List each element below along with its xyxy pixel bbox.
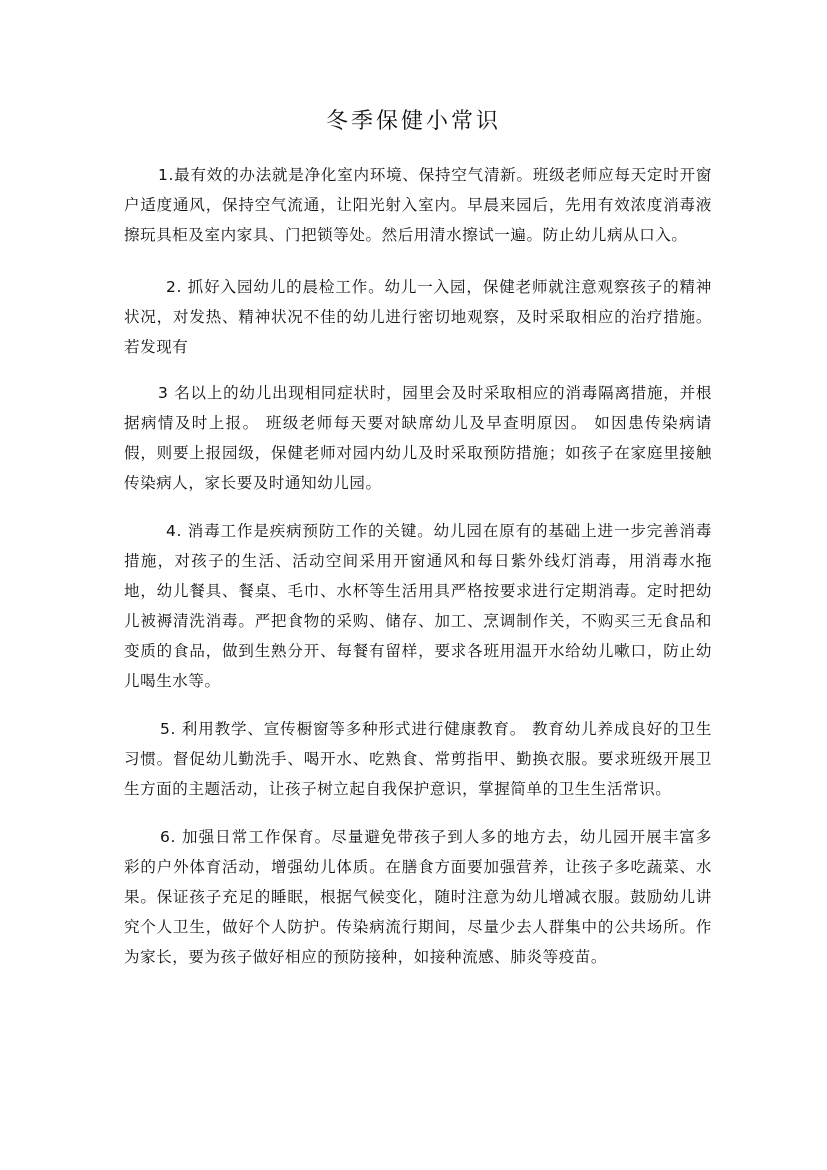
document-body (124, 160, 712, 972)
paragraph-2: 2. 抓好入园幼儿的晨检工作。幼儿一入园，保健老师就注意观察孩子的精神状况，对发热、精神状况不佳的幼儿进行密切地观察，及时采取相应的治疗措施。若发现有 (124, 278, 712, 356)
paragraph-1: 1.最有效的办法就是净化室内环境、保持空气清新。班级老师应每天定时开窗户适度通风，保持空气流通，让阳光射入室内。早晨来园后，先用有效浓度消毒液擦玩具柜及室内家具、门把锁等处。然后用清水擦试一遍。防止幼儿病从口入。 (124, 166, 712, 244)
paragraph-4: 4. 消毒工作是疾病预防工作的关键。幼儿园在原有的基础上进一步完善消毒措施，对孩子的生活、活动空间采用开窗通风和每日紫外线灯消毒，用消毒水拖地，幼儿餐具、餐桌、毛巾、水杯等生活用具严格按要求进行定期消毒。定时把幼儿被褥清洗消毒。严把食物的采购、储存、加工、烹调制作关，不购买三无食品和变质的食品，做到生熟分开、每餐有留样，要求各班用温开水给幼儿嗽口，防止幼儿喝生水等。 (124, 522, 712, 690)
paragraph-5: 5. 利用教学、宣传橱窗等多种形式进行健康教育。 教育幼儿养成良好的卫生习惯。督促幼儿勤洗手、喝开水、吃熟食、常剪指甲、勤换衣服。要求班级开展卫生方面的主题活动，让孩子树立起自我保护意识，掌握简单的卫生生活常识。 (124, 720, 712, 798)
paragraph-6: 6. 加强日常工作保育。尽量避免带孩子到人多的地方去，幼儿园开展丰富多彩的户外体育活动，增强幼儿体质。在膳食方面要加强营养，让孩子多吃蔬菜、水果。保证孩子充足的睡眠，根据气候变化，随时注意为幼儿增减衣服。鼓励幼儿讲究个人卫生，做好个人防护。传染病流行期间，尽量少去人群集中的公共场所。作为家长，要为孩子做好相应的预防接种，如接种流感、肺炎等疫苗。 (124, 828, 712, 966)
paragraph-3: 3 名以上的幼儿出现相同症状时，园里会及时采取相应的消毒隔离措施，并根据病情及时上报。 班级老师每天要对缺席幼儿及早查明原因。 如因患传染病请假，则要上报园级，保健老师对园内幼儿及时采取预防措施；如孩子在家庭里接触传染病人，家长要及时通知幼儿园。 (124, 384, 712, 492)
document-title: 冬季保健小常识 (325, 109, 501, 134)
